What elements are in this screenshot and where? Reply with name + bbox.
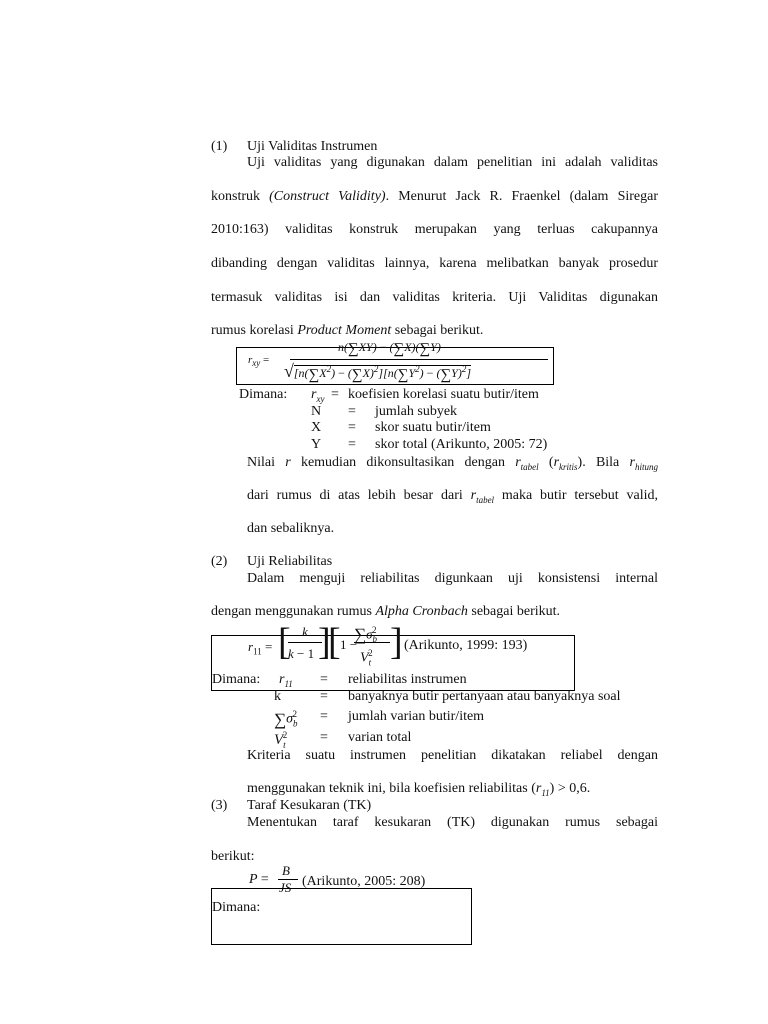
frac-den-vt: $V_t^2$ xyxy=(360,648,373,668)
def-desc: jumlah varian butir/item xyxy=(348,709,485,724)
paragraph-line: berikut: xyxy=(211,849,255,864)
def-desc: koefisien korelasi suatu butir/item xyxy=(348,387,539,402)
dimana-label: Dimana: xyxy=(212,900,261,915)
paragraph-line: termasuk validitas isi dan validitas kriteria. Uji Validitas digunakan xyxy=(211,290,658,305)
def-symbol-r11: $r_{11}$ xyxy=(279,672,293,689)
paragraph-line: Dalam menguji reliabilitas digunkaan uji konsistensi internal xyxy=(247,571,658,586)
formula-citation: , (Arikunto, 1999: 193) xyxy=(397,638,528,653)
def-symbol-sigma: $\sum\sigma_b^2$ xyxy=(274,709,298,729)
fraction-bar xyxy=(354,642,390,643)
paragraph-line: dari rumus di atas lebih besar dari $r_{tabel}$ maka butir tersebut valid, xyxy=(247,488,658,505)
one-minus: 1 − xyxy=(340,637,358,652)
formula-numerator: n(∑XY) − (∑X)(∑Y) xyxy=(338,340,441,357)
def-symbol-y: Y xyxy=(311,437,322,452)
def-eq: = xyxy=(348,404,356,419)
frac-den-k-1: k − 1 xyxy=(288,646,315,661)
bracket-right: ] xyxy=(318,621,331,663)
paragraph-line: rumus korelasi Product Moment sebagai berikut. xyxy=(211,323,484,338)
def-symbol-rxy: $r_{xy}$ xyxy=(311,387,325,404)
def-symbol-x: X xyxy=(311,420,322,435)
paragraph-line: menggunakan teknik ini, bila koefisien reliabilitas $(r_{11}) > 0,6$. xyxy=(247,781,591,798)
bracket-left: [ xyxy=(328,621,341,663)
paragraph-line: konstruk (Construct Validity). Menurut Jack R. Fraenkel (dalam Siregar xyxy=(211,189,658,204)
def-eq: = xyxy=(348,437,356,452)
def-eq: = xyxy=(320,730,328,745)
paragraph-line: Kriteria suatu instrumen penelitian dikatakan reliabel dengan xyxy=(247,748,658,763)
section-number-1: (1) xyxy=(211,139,228,154)
formula-lhs: $r_{11}$ = xyxy=(248,639,273,657)
section-number-3: (3) xyxy=(211,798,228,813)
def-desc: jumlah subyek xyxy=(375,404,458,419)
frac-num-b: B xyxy=(282,863,290,878)
formula-lhs: $r_{xy}$ = xyxy=(248,354,270,369)
section-number-2: (2) xyxy=(211,554,228,569)
frac-num-sigma: $\sum\sigma_b^2$ xyxy=(354,625,378,645)
def-desc: banyaknya butir pertanyaan atau banyaknya soal xyxy=(348,689,621,704)
paragraph-line: dengan menggunakan rumus Alpha Cronbach sebagai berikut. xyxy=(211,604,561,619)
formula-box-difficulty xyxy=(211,888,472,945)
def-symbol-k: k xyxy=(274,689,281,704)
formula-denominator: $√[n(\sum X^2) - (\sum X)^2][n(\sum Y^2) - (\sum Y)^2]$ xyxy=(284,361,471,383)
formula-citation: (Arikunto, 2005: 208) xyxy=(302,874,426,889)
def-symbol-vt: $V_t^2$ xyxy=(274,730,288,750)
bracket-right: ] xyxy=(390,621,403,663)
fraction-bar xyxy=(290,359,548,360)
formula-lhs: P = xyxy=(249,872,269,887)
section-title-validity: Uji Validitas Instrumen xyxy=(247,139,378,154)
frac-den-js: JS xyxy=(279,880,292,895)
section-title-reliability: Uji Reliabilitas xyxy=(247,554,333,569)
def-eq: = xyxy=(320,709,328,724)
dimana-label: Dimana: xyxy=(212,672,261,687)
paragraph-line: 2010:163) validitas konstruk merupakan yang terluas cakupannya xyxy=(211,222,658,237)
paragraph-line: dibanding dengan validitas lainnya, karena melibatkan banyak prosedur xyxy=(211,256,658,271)
dimana-label: Dimana: xyxy=(239,387,288,402)
paragraph-line: dan sebaliknya. xyxy=(247,521,335,536)
def-eq: = xyxy=(320,672,328,687)
frac-num-k: k xyxy=(302,624,308,639)
section-title-difficulty: Taraf Kesukaran (TK) xyxy=(247,798,372,813)
def-symbol-n: N xyxy=(311,404,322,419)
def-desc: reliabilitas instrumen xyxy=(348,672,467,687)
def-eq: = xyxy=(320,689,328,704)
def-desc: varian total xyxy=(348,730,412,745)
bracket-left: [ xyxy=(278,621,291,663)
paragraph-line: Uji validitas yang digunakan dalam penelitian ini adalah validitas xyxy=(247,155,658,170)
paragraph-line: Menentukan taraf kesukaran (TK) digunakan rumus sebagai xyxy=(247,815,658,830)
def-desc: skor total (Arikunto, 2005: 72) xyxy=(375,437,548,452)
def-eq: = xyxy=(348,420,356,435)
def-eq: = xyxy=(331,387,339,402)
def-desc: skor suatu butir/item xyxy=(375,420,491,435)
fraction-bar xyxy=(288,642,322,643)
paragraph-line: Nilai r kemudian dikonsultasikan dengan $r_{tabel}$ $(r_{kritis})$. Bila $r_{hitung}$ xyxy=(247,455,658,472)
